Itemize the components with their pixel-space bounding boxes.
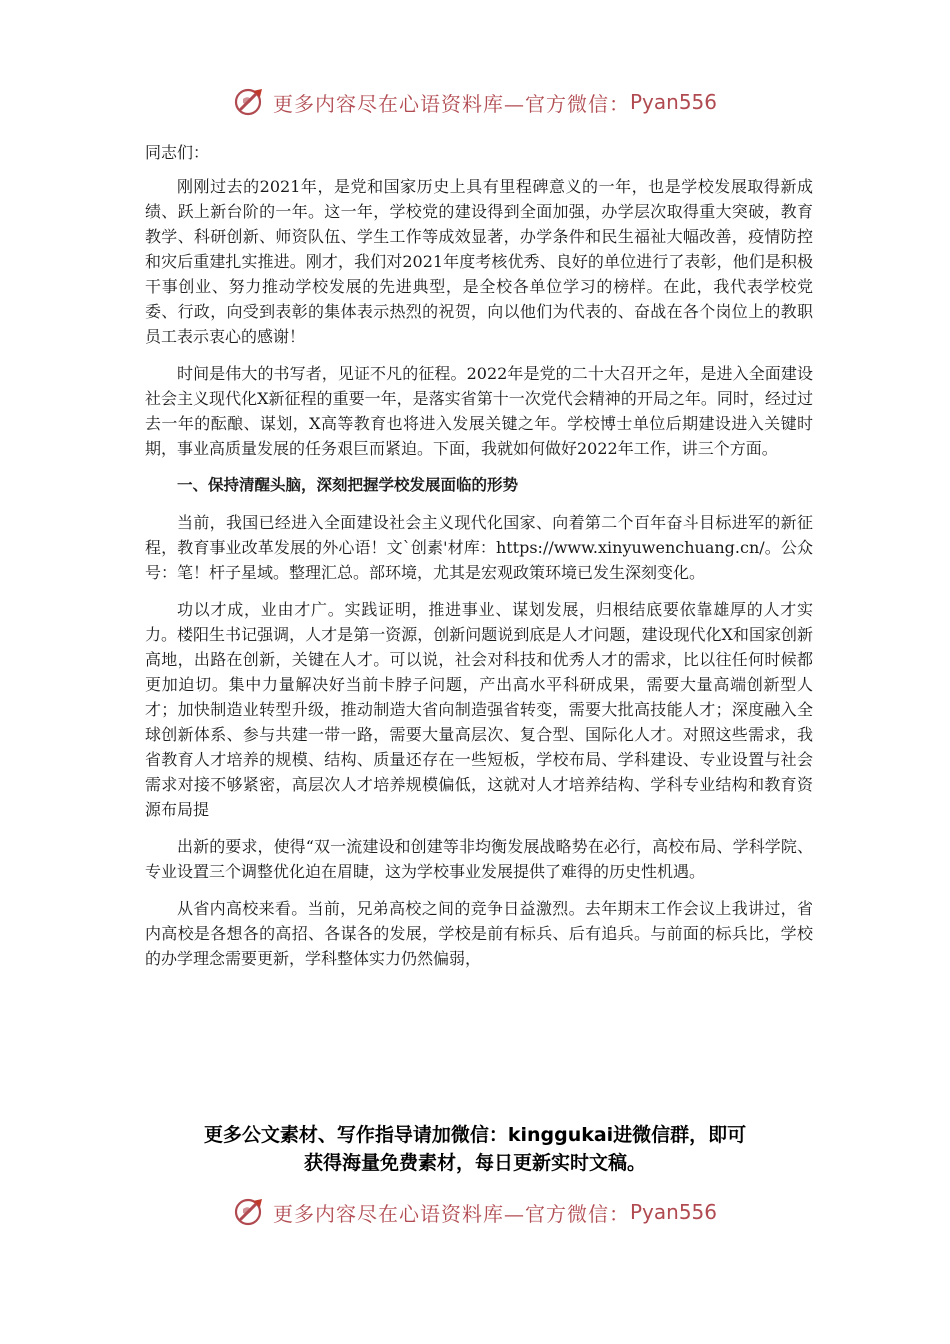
paragraph-2: 时间是伟大的书写者，见证不凡的征程。2022年是党的二十大召开之年，是进入全面建设社会主义现代化X新征程的重要一年，是落实省第十一次党代会精神的开局之年。同时，经过过去一年的酝酿、谋划，X高等教育也将进入发展关键之年。学校博士单位后期建设进入关键时期，事业高质量发展的任务艰巨而紧迫。下面，我就如何做好2022年工作，讲三个方面。 (145, 364, 813, 458)
footer-banner-text: 更多内容尽在心语资料库—官方微信： (272, 1201, 630, 1226)
section-heading-1: 一、保持清醒头脑，深刻把握学校发展面临的形势 (177, 476, 519, 494)
footer-banner (0, 1192, 950, 1232)
header-banner-id: Pyan556 (629, 90, 717, 114)
paragraph-4: 功以才成，业由才广。实践证明，推进事业、谋划发展，归根结底要依靠雄厚的人才实力。楼阳生书记强调，人才是第一资源，创新问题说到底是人才问题，建设现代化X和国家创新高地，出路在创新，关键在人才。可以说，社会对科技和优秀人才的需求，比以往任何时候都更加迫切。集中力量解决好当前卡脖子问题，产出高水平科研成果，需要大量高端创新型人才；加快制造业转型升级，推动制造大省向制造强省转变，需要大批高技能人才；深度融入全球创新体系、参与共建一带一路，需要大量高层次、复合型、国际化人才。对照这些需求，我省教育人才培养的规模、结构、质量还存在一些短板，学校布局、学科建设、专业设置与社会需求对接不够紧密，高层次人才培养规模偏低，这就对人才培养结构、学科专业结构和教育资源布局提 (145, 600, 813, 819)
paragraph-5: 出新的要求，使得“双一流建设和创建等非均衡发展战略势在必行，高校布局、学科学院、专业设置三个调整优化迫在眉睫，这为学校事业发展提供了难得的历史性机遇。 (145, 837, 813, 881)
header-banner-text: 更多内容尽在心语资料库—官方微信： (272, 91, 630, 116)
footer-note-line-1: 更多公文素材、写作指导请加微信：kinggukai进微信群，即可 (203, 1124, 747, 1146)
footer-note (130, 1121, 820, 1177)
brand-logo-icon (233, 1195, 267, 1229)
document-body (145, 140, 813, 983)
footer-banner-id: Pyan556 (629, 1200, 717, 1224)
header-banner (0, 82, 950, 122)
footer-note-line-2: 获得海量免费素材，每日更新实时文稿。 (303, 1152, 646, 1174)
paragraph-6: 从省内高校来看。当前，兄弟高校之间的竞争日益激烈。去年期末工作会议上我讲过，省内高校是各想各的高招、各谋各的发展，学校是前有标兵、后有追兵。与前面的标兵比，学校的办学理念需要更新，学科整体实力仍然偏弱， (145, 899, 813, 968)
salutation: 同志们： (145, 143, 210, 162)
paragraph-3: 当前，我国已经进入全面建设社会主义现代化国家、向着第二个百年奋斗目标进军的新征程，教育事业改革发展的外心语！文`创素'材库：https://www.xinyuwenchuang.cn/。公众号：笔！杆子星域。整理汇总。部环境，尤其是宏观政策环境已发生深刻变化。 (145, 513, 813, 582)
brand-logo-icon (233, 85, 267, 119)
paragraph-1: 刚刚过去的2021年，是党和国家历史上具有里程碑意义的一年，也是学校发展取得新成绩、跃上新台阶的一年。这一年，学校党的建设得到全面加强，办学层次取得重大突破，教育教学、科研创新、师资队伍、学生工作等成效显著，办学条件和民生福祉大幅改善，疫情防控和灾后重建扎实推进。刚才，我们对2021年度考核优秀、良好的单位进行了表彰，他们是积极干事创业、努力推动学校发展的先进典型，是全校各单位学习的榜样。在此，我代表学校党委、行政，向受到表彰的集体表示热烈的祝贺，向以他们为代表的、奋战在各个岗位上的教职员工表示衷心的感谢！ (145, 177, 813, 346)
